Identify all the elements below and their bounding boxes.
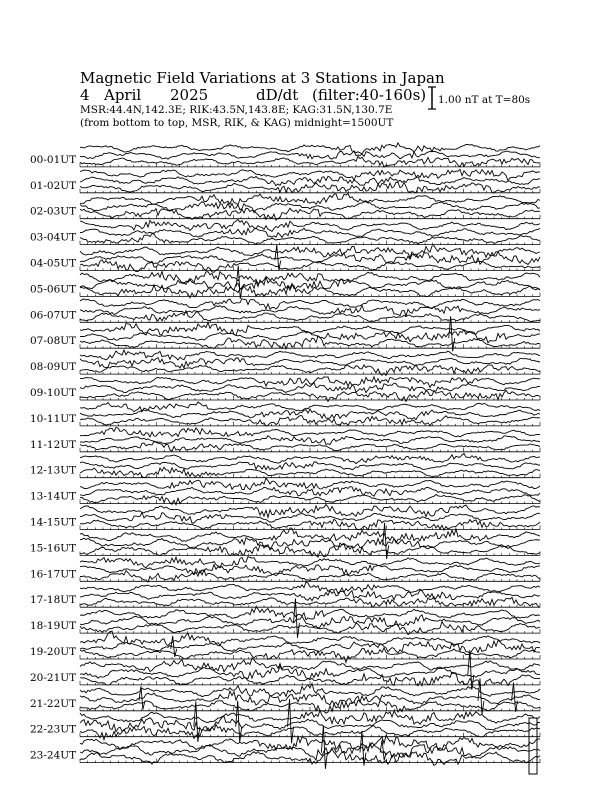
row-14-15UT: [30, 505, 540, 531]
trace-rik: [80, 306, 540, 316]
edge-scale-box: [529, 718, 537, 774]
row-label: 21-22UT: [30, 697, 77, 710]
trace-kag: [80, 299, 540, 310]
trace-rik: [80, 462, 540, 470]
row-11-12UT: [30, 428, 540, 452]
trace-rik: [80, 538, 540, 549]
date-day: 4: [80, 86, 90, 104]
trace-kag: [80, 246, 540, 258]
trace-kag: [80, 350, 540, 360]
row-label: 08-09UT: [30, 361, 77, 374]
date-year: 2025: [170, 86, 209, 104]
row-ticks: [80, 344, 540, 348]
trace-rik: [80, 358, 540, 368]
row-label: 16-17UT: [30, 568, 77, 581]
row-01-02UT: [30, 169, 540, 193]
trace-kag: [80, 220, 540, 232]
row-ticks: [80, 267, 540, 271]
row-06-07UT: [30, 299, 540, 323]
trace-kag: [80, 478, 540, 490]
row-label: 12-13UT: [30, 464, 77, 477]
row-label: 15-16UT: [30, 542, 77, 555]
row-19-20UT: [30, 631, 540, 662]
row-ticks: [80, 422, 540, 426]
trace-rik: [80, 590, 540, 601]
row-ticks: [80, 448, 540, 452]
trace-kag: [80, 557, 540, 568]
trace-msr: [80, 570, 540, 582]
row-label: 06-07UT: [30, 309, 77, 322]
row-10-11UT: [30, 402, 540, 426]
trace-kag: [80, 428, 540, 438]
trace-rik: [80, 691, 540, 705]
trace-rik: [80, 487, 540, 497]
row-label: 04-05UT: [30, 257, 77, 270]
row-label: 17-18UT: [30, 594, 77, 607]
chart-title: Magnetic Field Variations at 3 Stations in Japan: [80, 69, 445, 87]
trace-rik: [80, 716, 540, 731]
trace-kag: [80, 143, 540, 154]
row-label: 19-20UT: [30, 646, 77, 658]
row-label: 13-14UT: [30, 490, 77, 503]
row-ticks: [80, 189, 540, 193]
row-label: 02-03UT: [30, 205, 77, 218]
row-label: 00-01UT: [30, 153, 77, 166]
row-label: 09-10UT: [30, 387, 77, 399]
row-03-04UT: [30, 220, 540, 245]
trace-msr: [80, 725, 540, 740]
trace-kag: [80, 710, 540, 724]
trace-kag: [80, 272, 540, 285]
trace-rik: [80, 436, 540, 445]
row-ticks: [80, 707, 540, 711]
row-08-09UT: [30, 350, 540, 375]
row-16-17UT: [30, 557, 540, 583]
row-label: 11-12UT: [30, 438, 77, 451]
scale-label: 1.00 nT at T=80s: [438, 94, 531, 106]
row-09-10UT: [30, 377, 540, 402]
quantity-label: dD/dt: [256, 86, 299, 104]
row-04-05UT: [30, 245, 540, 272]
date-month: April: [104, 86, 142, 104]
trace-kag: [80, 582, 540, 593]
row-label: 20-21UT: [30, 671, 77, 684]
row-00-01UT: [30, 143, 540, 167]
row-label: 23-24UT: [30, 749, 77, 762]
row-label: 14-15UT: [30, 516, 77, 529]
order-line: (from bottom to top, MSR, RIK, & KAG) midnight=1500UT: [80, 117, 394, 129]
row-label: 01-02UT: [30, 179, 77, 192]
trace-kag: [80, 736, 540, 751]
trace-msr: [80, 700, 540, 713]
trace-rik: [80, 565, 540, 576]
trace-kag: [80, 453, 540, 463]
row-label: 03-04UT: [30, 231, 77, 244]
trace-kag: [80, 377, 540, 388]
spike-mark: [449, 316, 455, 351]
row-label: 10-11UT: [30, 412, 77, 425]
row-ticks: [80, 655, 540, 659]
row-ticks: [80, 526, 540, 530]
row-23-24UT: [30, 723, 540, 769]
row-ticks: [80, 500, 540, 504]
row-label: 05-06UT: [30, 283, 77, 296]
row-12-13UT: [30, 453, 540, 477]
row-ticks: [80, 241, 540, 245]
stations-line: MSR:44.4N,142.3E; RIK:43.5N,143.8E; KAG:31.5N,130.7E: [80, 104, 393, 116]
row-17-18UT: [30, 582, 540, 608]
row-label: 22-23UT: [30, 723, 77, 736]
trace-rik: [80, 277, 540, 290]
trace-rik: [80, 151, 540, 159]
row-13-14UT: [30, 478, 540, 505]
row-02-03UT: [30, 194, 540, 221]
trace-rik: [80, 409, 540, 420]
trace-kag: [80, 194, 540, 205]
spike-mark: [293, 599, 299, 638]
spike-mark: [383, 523, 389, 559]
row-label: 18-19UT: [30, 620, 77, 633]
row-ticks: [80, 318, 540, 322]
filter-label: (filter:40-160s): [312, 86, 427, 104]
row-ticks: [80, 733, 540, 737]
row-label: 07-08UT: [30, 335, 77, 348]
trace-kag: [80, 607, 540, 620]
spike-mark: [380, 740, 386, 761]
row-ticks: [80, 215, 540, 219]
